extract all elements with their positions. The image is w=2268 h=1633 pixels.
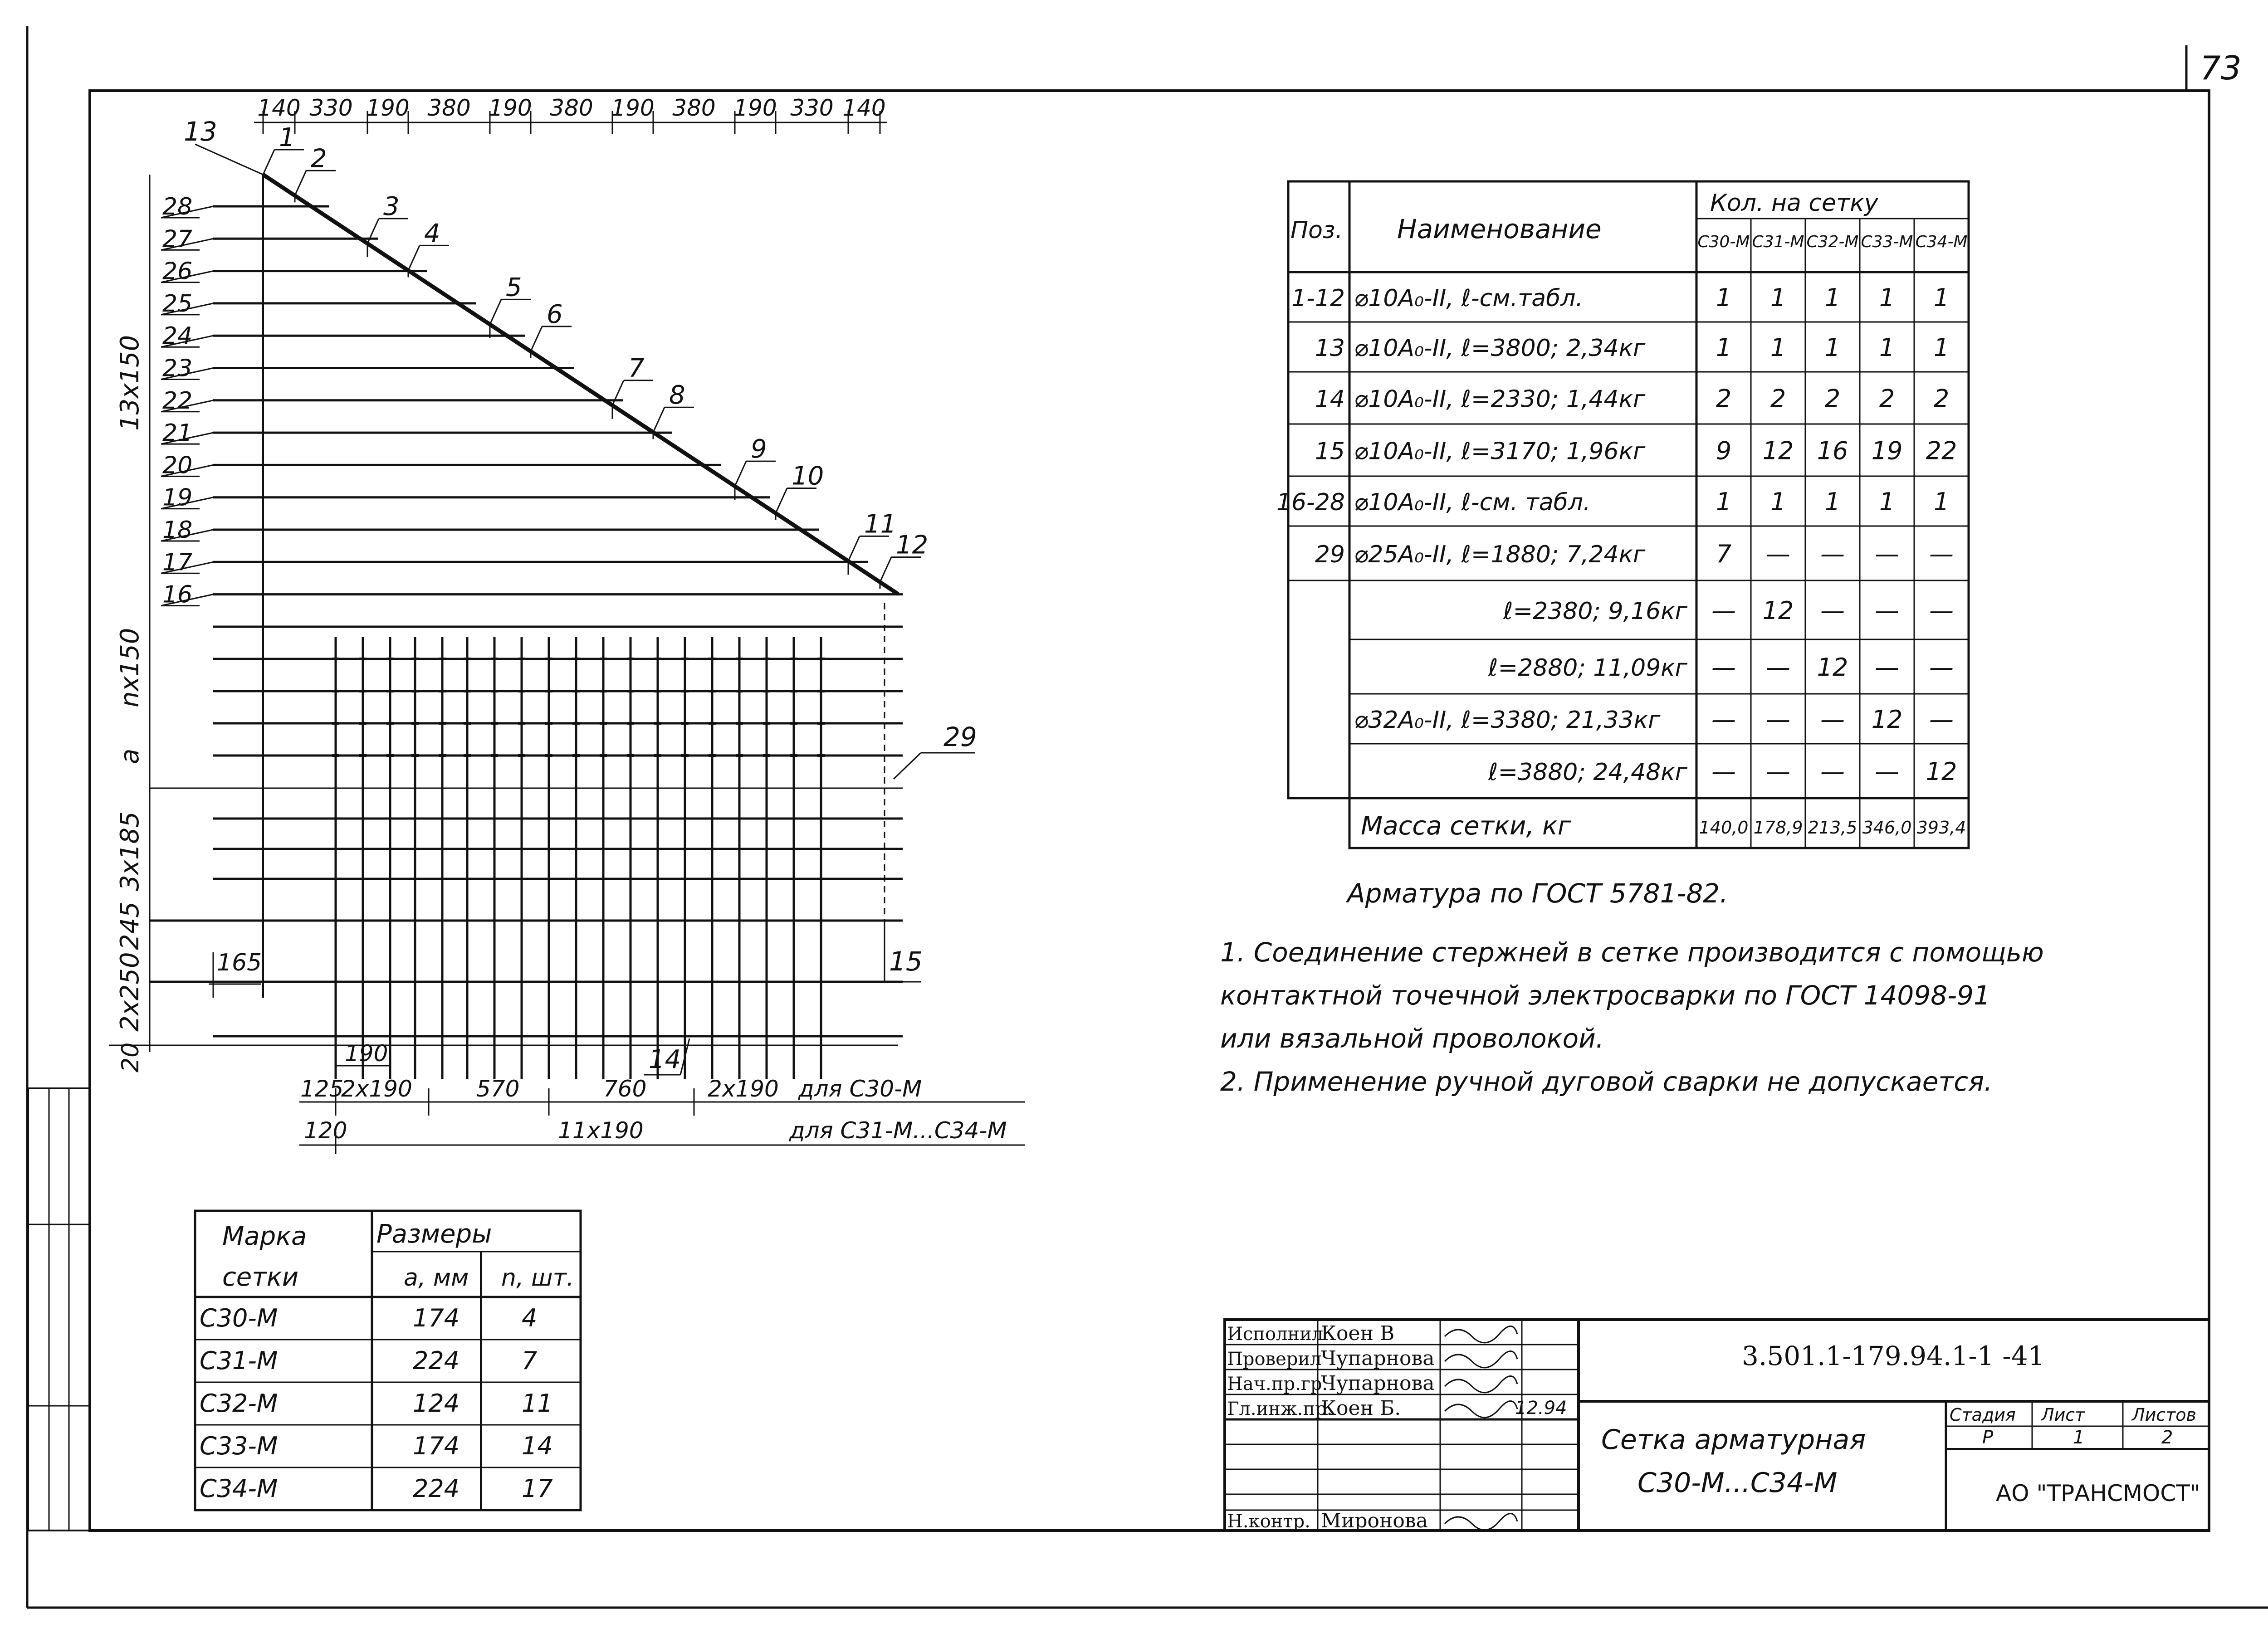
spec-row-7-val-3: — bbox=[1820, 596, 1845, 625]
size-row-n-5: 17 bbox=[522, 1474, 553, 1503]
reinforcement-mesh bbox=[109, 95, 1025, 1154]
spec-row-10-val-3: — bbox=[1820, 757, 1845, 786]
dim-125: 125 bbox=[300, 1076, 344, 1102]
mesh-sizes-table bbox=[195, 1211, 581, 1510]
spec-mass-3: 213,5 bbox=[1808, 818, 1857, 838]
spec-row-2-val-4: 1 bbox=[1879, 333, 1895, 362]
spec-row-name-9: ⌀32А₀-II, ℓ=3380; 21,33кг bbox=[1354, 707, 1661, 734]
callout-1: 1 bbox=[279, 123, 295, 152]
title-block bbox=[1225, 1320, 2209, 1532]
callout-3: 3 bbox=[383, 191, 400, 221]
spec-mass-1: 140,0 bbox=[1699, 818, 1749, 838]
spec-row-5-val-3: 1 bbox=[1824, 487, 1841, 516]
note-1-line-2: контактной точечной электросварки по ГОСТ 14098-91 bbox=[1220, 980, 1990, 1011]
spec-row-3-val-3: 2 bbox=[1824, 384, 1841, 413]
spec-mass-label: Масса сетки, кг bbox=[1361, 811, 1571, 841]
dim-3x185: 3x185 bbox=[115, 811, 145, 891]
top-dimension-chain bbox=[254, 95, 887, 134]
top-dimension-5: 190 bbox=[489, 95, 532, 121]
dim-2x250: 2x250 bbox=[115, 952, 145, 1032]
spec-row-9-val-4: 12 bbox=[1871, 705, 1903, 734]
spec-row-pos-3: 14 bbox=[1315, 385, 1345, 413]
spec-row-name-3: ⌀10А₀-II, ℓ=2330; 1,44кг bbox=[1354, 385, 1646, 413]
spec-header-qty: Кол. на сетку bbox=[1710, 190, 1878, 217]
tb-signature-3 bbox=[1445, 1376, 1517, 1393]
spec-row-2-val-1: 1 bbox=[1716, 333, 1732, 362]
left-position-callouts bbox=[161, 193, 213, 609]
callout-29: 29 bbox=[943, 721, 977, 752]
tb-signature-1 bbox=[1445, 1326, 1517, 1343]
note-steel-standard: Арматура по ГОСТ 5781-82. bbox=[1347, 878, 1728, 909]
size-header-mark-2: сетки bbox=[222, 1263, 299, 1292]
left-position-21: 21 bbox=[162, 419, 193, 447]
top-dimension-11: 140 bbox=[842, 95, 886, 121]
spec-row-name-8: ℓ=2880; 11,09кг bbox=[1488, 654, 1687, 682]
left-position-26: 26 bbox=[162, 258, 193, 285]
size-row-n-2: 7 bbox=[522, 1346, 538, 1375]
spec-row-6-val-5: — bbox=[1929, 540, 1954, 568]
tb-header-sheets: Листов bbox=[2132, 1405, 2196, 1425]
spec-row-9-val-3: — bbox=[1820, 705, 1845, 734]
tb-name-4: Коен Б. bbox=[1321, 1397, 1401, 1420]
left-position-27: 27 bbox=[162, 225, 193, 253]
page-number: 73 bbox=[2200, 49, 2242, 87]
spec-subheader-5: С34-М bbox=[1915, 233, 1968, 251]
size-row-a-2: 224 bbox=[413, 1346, 460, 1375]
spec-row-10-val-5: 12 bbox=[1926, 757, 1957, 786]
size-row-a-3: 124 bbox=[413, 1389, 460, 1418]
tb-role-3: Нач.пр.гр. bbox=[1227, 1374, 1328, 1394]
dim-165: 165 bbox=[217, 949, 262, 976]
spec-row-4-val-1: 9 bbox=[1716, 436, 1732, 465]
left-position-17: 17 bbox=[162, 549, 193, 576]
callout-leader-1 bbox=[263, 150, 274, 175]
spec-row-name-4: ⌀10А₀-II, ℓ=3170; 1,96кг bbox=[1354, 438, 1646, 465]
spec-row-4-val-3: 16 bbox=[1817, 436, 1848, 465]
spec-subheader-4: С33-М bbox=[1861, 233, 1913, 251]
dim-2x190-b: 2x190 bbox=[708, 1076, 779, 1102]
tb-header-stage: Стадия bbox=[1950, 1405, 2016, 1425]
top-dimension-3: 190 bbox=[366, 95, 410, 121]
spec-row-1-val-1: 1 bbox=[1716, 283, 1732, 312]
spec-row-name-1: ⌀10А₀-II, ℓ-см.табл. bbox=[1354, 285, 1583, 312]
left-position-18: 18 bbox=[162, 517, 193, 544]
margin-stamp-strip bbox=[28, 1088, 90, 1531]
spec-row-4-val-4: 19 bbox=[1871, 436, 1903, 465]
size-row-mark-5: С34-М bbox=[200, 1474, 278, 1503]
spec-row-name-10: ℓ=3880; 24,48кг bbox=[1488, 759, 1687, 786]
tb-sheets: 2 bbox=[2161, 1427, 2173, 1448]
tb-stage: Р bbox=[1982, 1427, 1994, 1448]
spec-row-9-val-2: — bbox=[1766, 705, 1790, 734]
tb-name-5: Миронова bbox=[1321, 1509, 1428, 1532]
callout-leader-10 bbox=[776, 488, 787, 513]
callout-leader-4 bbox=[408, 245, 420, 270]
spec-row-1-val-2: 1 bbox=[1770, 283, 1786, 312]
tb-title-line-2: С30-М...С34-М bbox=[1637, 1467, 1838, 1499]
size-row-a-1: 174 bbox=[413, 1304, 460, 1332]
callout-10: 10 bbox=[792, 461, 824, 491]
spec-row-4-val-2: 12 bbox=[1762, 436, 1794, 465]
spec-row-3-val-4: 2 bbox=[1879, 384, 1895, 413]
dim-570: 570 bbox=[476, 1076, 520, 1102]
spec-row-1-val-5: 1 bbox=[1933, 283, 1950, 312]
top-dimension-1: 140 bbox=[257, 95, 301, 121]
spec-row-7-val-2: 12 bbox=[1762, 596, 1794, 625]
spec-row-pos-5: 16-28 bbox=[1276, 489, 1345, 516]
tb-sheet: 1 bbox=[2073, 1427, 2085, 1448]
spec-row-name-6: ⌀25А₀-II, ℓ=1880; 7,24кг bbox=[1354, 541, 1646, 568]
callout-8: 8 bbox=[669, 380, 685, 410]
spec-row-pos-6: 29 bbox=[1315, 541, 1345, 568]
spec-row-10-val-1: — bbox=[1711, 757, 1736, 786]
dim-245: 245 bbox=[115, 902, 145, 950]
size-row-mark-4: С33-М bbox=[200, 1432, 278, 1460]
spec-subheader-3: С32-М bbox=[1806, 233, 1859, 251]
note-2: 2. Применение ручной дуговой сварки не допускается. bbox=[1220, 1066, 1993, 1097]
spec-subheader-1: С30-М bbox=[1697, 233, 1750, 251]
spec-row-7-val-5: — bbox=[1929, 596, 1954, 625]
top-dimension-10: 330 bbox=[790, 95, 834, 121]
top-dimension-7: 190 bbox=[611, 95, 655, 121]
callout-7: 7 bbox=[628, 353, 645, 383]
dim-a: a bbox=[115, 748, 145, 764]
top-dimension-2: 330 bbox=[309, 95, 353, 121]
spec-row-pos-2: 13 bbox=[1315, 335, 1345, 362]
spec-row-8-val-3: 12 bbox=[1817, 653, 1848, 682]
spec-row-pos-1: 1-12 bbox=[1291, 285, 1345, 312]
tb-role-4: Гл.инж.пр. bbox=[1227, 1399, 1333, 1419]
tb-organization: АО "ТРАНСМОСТ" bbox=[1996, 1480, 2200, 1506]
left-position-28: 28 bbox=[162, 193, 193, 220]
spec-subheader-2: С31-М bbox=[1752, 233, 1804, 251]
spec-row-pos-4: 15 bbox=[1315, 438, 1345, 465]
left-position-20: 20 bbox=[162, 452, 193, 479]
left-position-22: 22 bbox=[162, 387, 193, 414]
spec-mass-5: 393,4 bbox=[1916, 818, 1966, 838]
callout-11: 11 bbox=[864, 509, 897, 539]
spec-row-5-val-4: 1 bbox=[1879, 487, 1895, 516]
spec-row-8-val-1: — bbox=[1711, 653, 1736, 682]
callout-leader-9 bbox=[735, 461, 746, 486]
size-row-a-5: 224 bbox=[413, 1474, 460, 1503]
spec-header-name: Наименование bbox=[1397, 214, 1602, 244]
top-dimension-4: 380 bbox=[427, 95, 471, 121]
callout-9: 9 bbox=[751, 434, 767, 464]
left-position-19: 19 bbox=[162, 484, 193, 512]
spec-row-3-val-5: 2 bbox=[1933, 384, 1950, 413]
size-row-n-1: 4 bbox=[522, 1304, 538, 1332]
spec-mass-2: 178,9 bbox=[1753, 818, 1803, 838]
size-row-mark-3: С32-М bbox=[200, 1389, 278, 1418]
callout-leader-6 bbox=[531, 327, 542, 351]
left-position-16: 16 bbox=[162, 581, 193, 609]
spec-row-7-val-4: — bbox=[1875, 596, 1899, 625]
size-header-mark: Марка bbox=[222, 1222, 307, 1251]
tb-doc-code: 3.501.1-179.94.1-1 -41 bbox=[1742, 1341, 2045, 1371]
callout-5: 5 bbox=[506, 273, 522, 302]
spec-row-8-val-4: — bbox=[1875, 653, 1899, 682]
callout-leader-8 bbox=[653, 407, 665, 432]
tb-name-1: Коен В bbox=[1321, 1322, 1395, 1345]
spec-row-6-val-4: — bbox=[1875, 540, 1899, 568]
spec-row-9-val-1: — bbox=[1711, 705, 1736, 734]
spec-row-name-7: ℓ=2380; 9,16кг bbox=[1503, 598, 1687, 625]
size-row-n-4: 14 bbox=[522, 1432, 553, 1460]
spec-row-6-val-1: 7 bbox=[1716, 540, 1732, 568]
callout-leader-2 bbox=[295, 171, 306, 195]
tb-title-line-1: Сетка арматурная bbox=[1601, 1424, 1866, 1456]
callout-13: 13 bbox=[184, 116, 217, 147]
dim-760: 760 bbox=[603, 1076, 647, 1102]
left-position-23: 23 bbox=[162, 355, 193, 382]
callout-14: 14 bbox=[649, 1045, 681, 1074]
spec-row-3-val-1: 2 bbox=[1716, 384, 1732, 413]
spec-row-1-val-3: 1 bbox=[1824, 283, 1841, 312]
callout-leader-5 bbox=[490, 299, 501, 324]
tb-signature-5 bbox=[1445, 1514, 1517, 1530]
spec-row-6-val-3: — bbox=[1820, 540, 1845, 568]
spec-row-10-val-4: — bbox=[1875, 757, 1899, 786]
dim-120: 120 bbox=[304, 1117, 347, 1144]
left-position-24: 24 bbox=[162, 322, 193, 350]
spec-row-3-val-2: 2 bbox=[1770, 384, 1786, 413]
tb-role-2: Проверил bbox=[1227, 1349, 1322, 1370]
spec-header-pos: Поз. bbox=[1290, 217, 1343, 244]
callout-12: 12 bbox=[896, 530, 929, 560]
top-dimension-8: 380 bbox=[672, 95, 716, 121]
top-dimension-9: 190 bbox=[733, 95, 777, 121]
dim-nx150: nx150 bbox=[115, 628, 145, 707]
spec-row-2-val-2: 1 bbox=[1770, 333, 1786, 362]
dim-190-bottom: 190 bbox=[345, 1040, 388, 1067]
size-header-n: n, шт. bbox=[501, 1264, 574, 1292]
tb-date: 12.94 bbox=[1515, 1398, 1567, 1419]
left-position-25: 25 bbox=[162, 290, 193, 317]
spec-row-5-val-5: 1 bbox=[1933, 487, 1950, 516]
size-row-mark-2: С31-М bbox=[200, 1346, 278, 1375]
spec-row-5-val-2: 1 bbox=[1770, 487, 1786, 516]
callout-2: 2 bbox=[311, 144, 327, 174]
note-1-line-1: 1. Соединение стержней в сетке производится с помощью bbox=[1220, 937, 2044, 968]
specification-table bbox=[1276, 181, 1969, 848]
tb-name-3: Чупарнова bbox=[1321, 1372, 1435, 1395]
callout-leader-7 bbox=[612, 380, 624, 405]
tb-signature-4 bbox=[1445, 1401, 1517, 1418]
size-row-mark-1: С30-М bbox=[200, 1304, 278, 1332]
spec-row-6-val-2: — bbox=[1766, 540, 1790, 568]
size-header-sizes: Размеры bbox=[376, 1219, 492, 1249]
note-1-line-3: или вязальной проволокой. bbox=[1220, 1023, 1604, 1054]
spec-row-10-val-2: — bbox=[1766, 757, 1790, 786]
spec-row-8-val-5: — bbox=[1929, 653, 1954, 682]
spec-row-1-val-4: 1 bbox=[1879, 283, 1895, 312]
spec-row-7-val-1: — bbox=[1711, 596, 1736, 625]
notes-block bbox=[1220, 878, 2044, 1097]
callout-15: 15 bbox=[889, 946, 923, 977]
note-for-c31-c34: для С31-М...С34-М bbox=[789, 1117, 1007, 1144]
dim-13x150: 13x150 bbox=[115, 335, 145, 431]
callout-4: 4 bbox=[424, 219, 440, 249]
callout-leader-12 bbox=[880, 557, 891, 582]
dim-2x190-a: 2x190 bbox=[341, 1076, 412, 1102]
callout-leader-11 bbox=[848, 536, 860, 561]
spec-row-name-5: ⌀10А₀-II, ℓ-см. табл. bbox=[1354, 489, 1591, 516]
tb-name-2: Чупарнова bbox=[1321, 1347, 1435, 1370]
spec-mass-4: 346,0 bbox=[1862, 818, 1912, 838]
size-row-a-4: 174 bbox=[413, 1432, 460, 1460]
spec-row-4-val-5: 22 bbox=[1926, 436, 1957, 465]
size-header-a: a, мм bbox=[404, 1264, 469, 1292]
size-row-n-3: 11 bbox=[522, 1389, 553, 1418]
inclined-bar-13 bbox=[263, 175, 898, 594]
tb-role-5: Н.контр. bbox=[1227, 1511, 1310, 1532]
spec-row-2-val-5: 1 bbox=[1933, 333, 1950, 362]
spec-row-name-2: ⌀10А₀-II, ℓ=3800; 2,34кг bbox=[1354, 335, 1646, 362]
dim-20: 20 bbox=[117, 1042, 144, 1072]
dim-11x190: 11x190 bbox=[558, 1117, 644, 1144]
spec-row-9-val-5: — bbox=[1929, 705, 1954, 734]
top-position-callouts bbox=[263, 123, 928, 589]
top-dimension-6: 380 bbox=[550, 95, 593, 121]
tb-header-sheet: Лист bbox=[2041, 1405, 2085, 1425]
spec-row-8-val-2: — bbox=[1766, 653, 1790, 682]
spec-row-2-val-3: 1 bbox=[1824, 333, 1841, 362]
spec-row-5-val-1: 1 bbox=[1716, 487, 1732, 516]
note-for-c30: для С30-М bbox=[798, 1076, 922, 1102]
tb-role-1: Исполнил bbox=[1227, 1324, 1324, 1345]
callout-6: 6 bbox=[547, 299, 563, 329]
tb-signature-2 bbox=[1445, 1351, 1517, 1368]
